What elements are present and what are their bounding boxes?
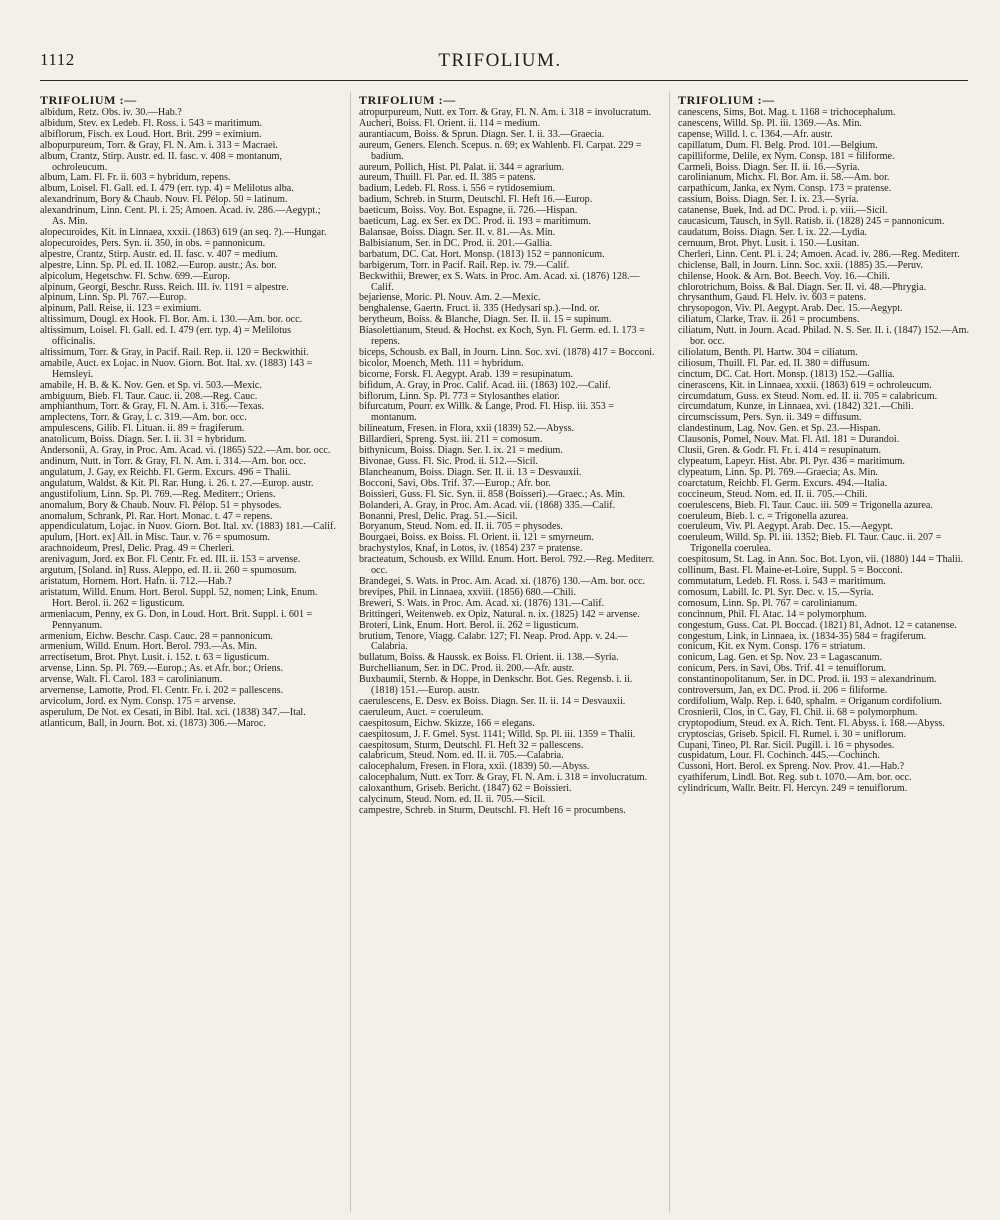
- index-entry: Balbisianum, Ser. in DC. Prod. ii. 201.—Gallia.: [359, 237, 553, 249]
- index-entry: brevipes, Phil. in Linnaea, xxviii. (1856) 680.—Chili.: [359, 586, 576, 598]
- index-entry: Broteri, Link, Enum. Hort. Berol. ii. 262 = ligusticum.: [359, 619, 579, 631]
- index-entry: coarctatum, Reichb. Fl. Germ. Excurs. 494.—Italia.: [678, 477, 888, 489]
- index-entry: Breweri, S. Wats. in Proc. Am. Acad. xi. (1876) 131.—Calif.: [359, 597, 605, 609]
- index-entry: Beckwithii, Brewer, ex S. Wats. in Proc. Am. Acad. xi. (1876) 128.—Calif.: [359, 270, 640, 293]
- index-entry: benghalense, Gaertn. Fruct. ii. 335 (Hedysari sp.).—Ind. or.: [359, 303, 600, 315]
- index-entry: commutatum, Ledeb. Fl. Ross. i. 543 = maritimum.: [678, 575, 886, 587]
- index-entry: badium, Schreb. in Sturm, Deutschl. Fl. Heft 16.—Europ.: [359, 194, 593, 206]
- index-entry: brutium, Tenore, Viagg. Calabr. 127; Fl. Neap. Prod. App. v. 24.—Calabria.: [359, 630, 628, 653]
- index-entry: campestre, Schreb. in Sturm, Deutschl. Fl. Heft 16 = procumbens.: [359, 805, 626, 816]
- index-entry: ambiguum, Bieb. Fl. Taur. Cauc. ii. 208.—Reg. Cauc.: [40, 390, 258, 402]
- index-entry: cryptopodium, Steud. ex A. Rich. Tent. Fl. Abyss. i. 168.—Abyss.: [678, 717, 945, 729]
- index-entry: aureum, Pollich, Hist. Pl. Palat. ii. 344 = agrarium.: [359, 161, 565, 173]
- index-entry: alpicolum, Hegetschw. Fl. Schw. 699.—Europ.: [40, 270, 230, 282]
- index-entry: chiclense, Ball, in Journ. Linn. Soc. xxii. (1885) 35.—Peruv.: [678, 259, 923, 271]
- index-entry: brachystylos, Knaf, in Lotos, iv. (1854) 237 = pratense.: [359, 543, 583, 555]
- index-entry: Bolanderi, A. Gray, in Proc. Am. Acad. vii. (1868) 335.—Calif.: [359, 499, 616, 511]
- text-columns: [40, 92, 974, 1212]
- index-entry: coeruleum, Bieb. l. c. = Trigonella azurea.: [678, 510, 849, 522]
- index-entry: armeniacum, Penny, ex G. Don, in Loud. Hort. Brit. Suppl. i. 601 = Pennyanum.: [40, 608, 313, 631]
- index-entry: controversum, Jan, ex DC. Prod. ii. 206 = filiforme.: [678, 685, 888, 697]
- index-entry: caeruleum, Auct. = coeruleum.: [359, 706, 484, 718]
- index-entry: altissimum, Dougl. ex Hook. Fl. Bor. Am. i. 130.—Am. bor. occ.: [40, 314, 303, 326]
- index-entry: bicolor, Moench, Meth. 111 = hybridum.: [359, 357, 524, 369]
- index-entry: calocephalum, Nutt. ex Torr. & Gray, Fl. N. Am. i. 318 = involucratum.: [359, 772, 648, 784]
- index-entry: armenium, Willd. Enum. Hort. Berol. 793.—As. Min.: [40, 641, 257, 653]
- index-entry: arvense, Walt. Fl. Carol. 183 = carolinianum.: [40, 674, 223, 686]
- index-entry: chrysanthum, Gaud. Fl. Helv. iv. 603 = patens.: [678, 292, 867, 304]
- index-entry: clypeatum, Linn. Sp. Pl. 769.—Graecia; As. Min.: [678, 466, 878, 478]
- index-entry: anomalum, Bory & Chaub. Nouv. Fl. Pélop. 51 = physodes.: [40, 499, 282, 511]
- index-entry: Clausonis, Pomel, Nouv. Mat. Fl. Atl. 181 = Durandoi.: [678, 434, 900, 446]
- index-entry: chrysopogon, Viv. Pl. Aegypt. Arab. Dec. 15.—Aegypt.: [678, 303, 903, 315]
- index-entry: amplectens, Torr. & Gray, l. c. 319.—Am. bor. occ.: [40, 412, 247, 424]
- index-entry: ciliatum, Nutt. in Journ. Acad. Philad. N. S. Ser. II. i. (1847) 152.—Am. bor. occ.: [678, 325, 970, 348]
- index-entry: amabile, H. B. & K. Nov. Gen. et Sp. vi. 503.—Mexic.: [40, 379, 262, 391]
- index-entry: Boryanum, Steud. Nom. ed. II. ii. 705 = physodes.: [359, 521, 563, 533]
- index-entry: comosum, Linn. Sp. Pl. 767 = carolinianum.: [678, 597, 858, 609]
- index-entry: appendiculatum, Lojac. in Nuov. Giorn. Bot. Ital. xv. (1883) 181.—Calif.: [40, 521, 336, 533]
- index-entry: alpinum, Linn. Sp. Pl. 767.—Europ.: [40, 292, 187, 304]
- running-head: TRIFOLIUM.: [438, 50, 562, 71]
- index-entry: Burchellianum, Ser. in DC. Prod. ii. 200.—Afr. austr.: [359, 663, 575, 675]
- index-entry: alexandrinum, Linn. Cent. Pl. i. 25; Amoen. Acad. iv. 286.—Aegypt.; As. Min.: [40, 205, 321, 228]
- index-entry: canescens, Sims, Bot. Mag. t. 1168 = trichocephalum.: [678, 107, 896, 118]
- index-entry: Cherleri, Linn. Cent. Pl. i. 24; Amoen. Acad. iv. 286.—Reg. Mediterr.: [678, 248, 960, 260]
- index-entry: Billardieri, Spreng. Syst. iii. 211 = comosum.: [359, 434, 543, 446]
- page-number: 1112: [40, 50, 75, 69]
- index-entry: bilineatum, Fresen. in Flora, xxii (1839) 52.—Abyss.: [359, 423, 575, 435]
- index-entry: aurantiacum, Boiss. & Sprun. Diagn. Ser. I. ii. 33.—Graecia.: [359, 128, 605, 140]
- index-entry: capilliforme, Delile, ex Nym. Consp. 181 = filiforme.: [678, 150, 895, 162]
- index-entry: constantinopolitanum, Ser. in DC. Prod. ii. 193 = alexandrinum.: [678, 674, 937, 686]
- index-entry: angulatum, Waldst. & Kit. Pl. Rar. Hung. i. 26. t. 27.—Europ. austr.: [40, 477, 314, 489]
- index-entry: cernuum, Brot. Phyt. Lusit. i. 150.—Lusitan.: [678, 237, 860, 249]
- index-entry: bejariense, Moric. Pl. Nouv. Am. 2.—Mexic.: [359, 292, 541, 304]
- index-entry: conicum, Lag. Gen. et Sp. Nov. 23 = Lagascanum.: [678, 652, 883, 664]
- index-entry: ampulescens, Gilib. Fl. Lituan. ii. 89 = fragiferum.: [40, 423, 245, 435]
- index-entry: aureum, Geners. Elench. Scepus. n. 69; ex Wahlenb. Fl. Carpat. 229 = badium.: [359, 139, 642, 162]
- index-entry: arvicolum, Jord. ex Nym. Consp. 175 = arvense.: [40, 695, 236, 707]
- index-entry: album, Loisel. Fl. Gall. ed. I. 479 (err. typ. 4) = Melilotus alba.: [40, 183, 294, 195]
- index-entry: ciliatum, Clarke, Trav. ii. 261 = procumbens.: [678, 314, 860, 326]
- index-entry: biceps, Schousb. ex Ball, in Journ. Linn. Soc. xvi. (1878) 417 = Bocconi.: [359, 346, 655, 358]
- column-heading: TRIFOLIUM :—: [678, 93, 775, 107]
- index-entry: bifidum, A. Gray, in Proc. Calif. Acad. iii. (1863) 102.—Calif.: [359, 379, 611, 391]
- index-entry: aureum, Thuill. Fl. Par. ed. II. 385 = patens.: [359, 172, 536, 184]
- index-entry: barbatum, DC. Cat. Hort. Monsp. (1813) 152 = pannonicum.: [359, 248, 605, 260]
- index-entry: concinnum, Phil. Fl. Atac. 14 = polymorphum.: [678, 608, 867, 620]
- index-entry: cyathiferum, Lindl. Bot. Reg. sub t. 1070.—Am. bor. occ.: [678, 772, 912, 784]
- index-entry: Andersonii, A. Gray, in Proc. Am. Acad. vi. (1865) 522.—Am. bor. occ.: [40, 445, 331, 457]
- column-heading: TRIFOLIUM :—: [40, 93, 137, 107]
- index-entry: album, Lam. Fl. Fr. ii. 603 = hybridum, repens.: [40, 172, 231, 184]
- index-entry: atlanticum, Ball, in Journ. Bot. xi. (1873) 306.—Maroc.: [40, 717, 266, 729]
- index-entry: congestum, Guss. Cat. Pl. Boccad. (1821) 81, Adnot. 12 = catanense.: [678, 619, 957, 631]
- index-entry: bifurcatum, Pourr. ex Willk. & Lange, Prod. Fl. Hisp. iii. 353 = montanum.: [359, 401, 614, 424]
- column-heading: TRIFOLIUM :—: [359, 93, 456, 107]
- index-entry: aristatum, Willd. Enum. Hort. Berol. Suppl. 52, nomen; Link, Enum. Hort. Berol. ii. 262 = ligusticum.: [40, 586, 318, 609]
- index-entry: cordifolium, Walp. Rep. i. 640, sphalm. = Origanum cordifolium.: [678, 695, 943, 707]
- index-entry: Aucheri, Boiss. Fl. Orient. ii. 114 = medium.: [359, 117, 541, 129]
- index-entry: bracteatum, Schousb. ex Willd. Enum. Hort. Berol. 792.—Reg. Mediterr. occ.: [359, 554, 655, 577]
- index-entry: anomalum, Schrank, Pl. Rar. Hort. Monac. t. 47 = repens.: [40, 510, 273, 522]
- index-entry: alpinum, Pall. Reise, ii. 123 = eximium.: [40, 303, 202, 315]
- index-entry: clandestinum, Lag. Nov. Gen. et Sp. 23.—Hispan.: [678, 423, 881, 435]
- index-entry: caudatum, Boiss. Diagn. Ser. I. ix. 22.—Lydia.: [678, 226, 867, 238]
- index-entry: arachnoideum, Presl, Delic. Prag. 49 = Cherleri.: [40, 543, 235, 555]
- index-entry: albopurpureum, Torr. & Gray, Fl. N. Am. i. 313 = Macraei.: [40, 139, 278, 151]
- index-entry: bicorne, Forsk. Fl. Aegypt. Arab. 139 = resupinatum.: [359, 368, 573, 380]
- index-entry: aristatum, Hornem. Hort. Hafn. ii. 712.—Hab.?: [40, 575, 232, 587]
- index-entry: altissimum, Torr. & Gray, in Pacif. Rail. Rep. ii. 120 = Beckwithii.: [40, 346, 309, 358]
- index-entry: caucasicum, Tausch, in Syll. Ratisb. ii. (1828) 245 = pannonicum.: [678, 216, 945, 228]
- index-entry: alpestre, Linn. Sp. Pl. ed. II. 1082.—Europ. austr.; As. bor.: [40, 259, 277, 271]
- index-entry: Brandegei, S. Wats. in Proc. Am. Acad. xi. (1876) 130.—Am. bor. occ.: [359, 575, 646, 587]
- index-entry: caerulescens, E. Desv. ex Boiss. Diagn. Ser. II. ii. 14 = Desvauxii.: [359, 695, 626, 707]
- index-entry: calocephalum, Fresen. in Flora, xxii. (1839) 50.—Abyss.: [359, 761, 590, 773]
- index-entry: Clusii, Gren. & Godr. Fl. Fr. i. 414 = resupinatum.: [678, 445, 882, 457]
- index-entry: clypeatum, Lapeyr. Hist. Abr. Pl. Pyr. 436 = maritimum.: [678, 456, 905, 467]
- index-entry: coeruleum, Willd. Sp. Pl. iii. 1352; Bieb. Fl. Taur. Cauc. ii. 207 = Trigonella coerulea.: [678, 532, 942, 555]
- index-entry: coccineum, Steud. Nom. ed. II. ii. 705.—Chili.: [678, 488, 868, 500]
- index-entry: album, Crantz, Stirp. Austr. ed. II. fasc. v. 408 = montanum, ochroleucum.: [40, 150, 282, 173]
- index-entry: alpestre, Crantz, Stirp. Austr. ed. II. fasc. v. 407 = medium.: [40, 248, 278, 260]
- index-entry: circumdatum, Guss. ex Steud. Nom. ed. II. ii. 705 = calabricum.: [678, 390, 938, 402]
- index-entry: capillatum, Dum. Fl. Belg. Prod. 101.—Belgium.: [678, 139, 878, 151]
- index-entry: Biasolettianum, Steud. & Hochst. ex Koch, Syn. Fl. Germ. ed. I. 173 = repens.: [359, 325, 645, 348]
- index-entry: arenivagum, Jord. ex Bor. Fl. Centr. Fr. ed. III. ii. 153 = arvense.: [40, 554, 301, 566]
- index-entry: badium, Ledeb. Fl. Ross. i. 556 = rytidosemium.: [359, 183, 556, 195]
- index-entry: albidum, Stev. ex Ledeb. Fl. Ross. i. 543 = maritimum.: [40, 117, 263, 129]
- index-entry: Bourgaei, Boiss. ex Boiss. Fl. Orient. ii. 121 = smyrneum.: [359, 532, 594, 544]
- index-entry: Boissieri, Guss. Fl. Sic. Syn. ii. 858 (Boisseri).—Graec.; As. Min.: [359, 488, 626, 500]
- index-entry: bullatum, Boiss. & Haussk. ex Boiss. Fl. Orient. ii. 138.—Syria.: [359, 652, 619, 664]
- index-entry: calycinum, Steud. Nom. ed. II. ii. 705.—Sicil.: [359, 794, 546, 806]
- index-entry: arvense, Linn. Sp. Pl. 769.—Europ.; As. et Afr. bor.; Oriens.: [40, 663, 284, 675]
- index-entry: conicum, Kit. ex Nym. Consp. 176 = striatum.: [678, 641, 866, 653]
- index-entry: circumscissum, Pers. Syn. ii. 349 = diffusum.: [678, 412, 862, 424]
- index-entry: capense, Willd. l. c. 1364.—Afr. austr.: [678, 128, 833, 140]
- index-entry: baeticum, Lag. ex Ser. ex DC. Prod. ii. 193 = maritimum.: [359, 216, 591, 228]
- index-entry: alopecuroides, Pers. Syn. ii. 350, in obs. = pannonicum.: [40, 237, 266, 249]
- index-entry: Bocconi, Savi, Obs. Trif. 37.—Europ.; Afr. bor.: [359, 477, 551, 489]
- index-entry: cinerascens, Kit. in Linnaea, xxxii. (1863) 619 = ochroleucum.: [678, 379, 932, 391]
- index-entry: calabricum, Steud. Nom. ed. II. ii. 705.—Calabria.: [359, 750, 564, 762]
- index-entry: angulatum, J. Gay, ex Reichb. Fl. Germ. Excurs. 496 = Thalii.: [40, 466, 291, 478]
- index-entry: Brittingeri, Weitenweb. ex Opiz, Natural. n. ix. (1825) 142 = arvense.: [359, 608, 640, 620]
- index-entry: amabile, Auct. ex Lojac. in Nuov. Giorn. Bot. Ital. xv. (1883) 143 = Hemsleyi.: [40, 357, 313, 380]
- index-entry: berytheum, Boiss. & Blanche, Diagn. Ser. II. ii. 15 = supinum.: [359, 314, 612, 326]
- index-entry: Crosnierii, Clos, in C. Gay, Fl. Chil. ii. 68 = polymorphum.: [678, 706, 918, 718]
- header-rule: [40, 80, 968, 81]
- index-entry: argutum, [Soland. in] Russ. Aleppo, ed. II. ii. 260 = spumosum.: [40, 565, 297, 577]
- index-entry: Cussoni, Hort. Berol. ex Spreng. Nov. Prov. 41.—Hab.?: [678, 761, 905, 773]
- index-entry: alpinum, Georgi, Beschr. Russ. Reich. III. iv. 1191 = alpestre.: [40, 281, 289, 293]
- index-entry: coespitosum, St. Lag. in Ann. Soc. Bot. Lyon, vii. (1880) 144 = Thalii.: [678, 554, 964, 566]
- index-entry: cinctum, DC. Cat. Hort. Monsp. (1813) 152.—Gallia.: [678, 368, 895, 380]
- column-1: [40, 92, 336, 1212]
- index-entry: alexandrinum, Bory & Chaub. Nouv. Fl. Pélop. 50 = latinum.: [40, 194, 288, 206]
- index-entry: coeruleum, Viv. Pl. Aegypt. Arab. Dec. 15.—Aegypt.: [678, 521, 893, 533]
- index-entry: Carmeli, Boiss. Diagn. Ser. II. ii. 16.—Syria.: [678, 161, 860, 173]
- index-entry: andinum, Nutt. in Torr. & Gray, Fl. N. Am. i. 314.—Am. bor. occ.: [40, 456, 306, 467]
- column-2: [350, 92, 655, 1212]
- index-entry: baeticum, Boiss. Voy. Bot. Espagne, ii. 726.—Hispan.: [359, 205, 578, 217]
- index-entry: catanense, Buek, Ind. ad DC. Prod. i. p. viii.—Sicil.: [678, 205, 888, 217]
- index-entry: cryptoscias, Griseb. Spicil. Fl. Rumel. i. 30 = uniflorum.: [678, 728, 907, 740]
- index-entry: chilense, Hook. & Arn. Bot. Beech. Voy. 16.—Chili.: [678, 270, 890, 282]
- index-entry: Bonanni, Presl, Delic. Prag. 51.—Sicil.: [359, 510, 518, 522]
- index-entry: biflorum, Linn. Sp. Pl. 773 = Stylosanthes elatior.: [359, 390, 560, 402]
- index-entry: caespitosum, Sturm, Deutschl. Fl. Heft 32 = pallescens.: [359, 739, 584, 751]
- index-entry: cassium, Boiss. Diagn. Ser. I. ix. 23.—Syria.: [678, 194, 859, 206]
- index-entry: asperulum, De Not. ex Cesati, in Bibl. Ital. xci. (1838) 347.—Ital.: [40, 706, 306, 718]
- index-entry: comosum, Labill. Ic. Pl. Syr. Dec. v. 15.—Syria.: [678, 586, 874, 598]
- index-entry: Cupani, Tineo, Pl. Rar. Sicil. Pugill. i. 16 = physodes.: [678, 739, 895, 751]
- index-entry: conicum, Pers. in Savi, Obs. Trif. 41 = tenuiflorum.: [678, 663, 887, 675]
- index-entry: albiflorum, Fisch. ex Loud. Hort. Brit. 299 = eximium.: [40, 128, 262, 140]
- index-entry: chlorotrichum, Boiss. & Bal. Diagn. Ser. II. vi. 48.—Phrygia.: [678, 281, 927, 293]
- index-entry: carpathicum, Janka, ex Nym. Consp. 173 = pratense.: [678, 183, 892, 195]
- index-entry: Blancheanum, Boiss. Diagn. Ser. II. ii. 13 = Desvauxii.: [359, 466, 582, 478]
- index-entry: circumdatum, Kunze, in Linnaea, xvi. (1842) 321.—Chili.: [678, 401, 914, 413]
- index-entry: Buxbaumii, Sternb. & Hoppe, in Denkschr. Bot. Ges. Regensb. i. ii. (1818) 151.—Europ. austr.: [359, 674, 633, 697]
- column-3: [669, 92, 974, 1212]
- index-entry: ciliosum, Thuill. Fl. Par. ed. II. 380 = diffusum.: [678, 357, 870, 369]
- index-entry: Bivonae, Guss. Fl. Sic. Prod. ii. 512.—Sicil.: [359, 456, 538, 467]
- index-entry: apulum, [Hort. ex] All. in Misc. Taur. v. 76 = spumosum.: [40, 532, 270, 544]
- index-entry: canescens, Willd. Sp. Pl. iii. 1369.—As. Min.: [678, 117, 862, 129]
- index-entry: arrectisetum, Brot. Phyt. Lusit. i. 152. t. 63 = ligusticum.: [40, 652, 270, 664]
- index-entry: ciliolatum, Benth. Pl. Hartw. 304 = ciliatum.: [678, 346, 858, 358]
- index-entry: coerulescens, Bieb. Fl. Taur. Cauc. iii. 509 = Trigonella azurea.: [678, 499, 933, 511]
- index-entry: armenium, Eichw. Beschr. Casp. Cauc. 28 = pannonicum.: [40, 630, 273, 642]
- index-entry: alopecuroides, Kit. in Linnaea, xxxii. (1863) 619 (an seq. ?).—Hungar.: [40, 226, 327, 238]
- index-entry: caloxanthum, Griseb. Bericht. (1847) 62 = Boissieri.: [359, 783, 572, 795]
- index-entry: atropurpureum, Nutt. ex Torr. & Gray, Fl. N. Am. i. 318 = involucratum.: [359, 107, 652, 118]
- index-entry: angustifolium, Linn. Sp. Pl. 769.—Reg. Mediterr.; Oriens.: [40, 488, 276, 500]
- index-entry: Balansae, Boiss. Diagn. Ser. II. v. 81.—As. Min.: [359, 226, 556, 238]
- index-entry: albidum, Retz. Obs. iv. 30.—Hab.?: [40, 107, 182, 118]
- index-entry: arvernense, Lamotte, Prod. Fl. Centr. Fr. i. 202 = pallescens.: [40, 685, 284, 697]
- index-entry: collinum, Bast. Fl. Maine-et-Loire, Suppl. 5 = Bocconi.: [678, 565, 903, 577]
- index-entry: cylindricum, Wallr. Beitr. Fl. Hercyn. 249 = tenuiflorum.: [678, 783, 908, 795]
- index-entry: carolinianum, Michx. Fl. Bor. Am. ii. 58.—Am. bor.: [678, 172, 890, 184]
- index-entry: barbigerum, Torr. in Pacif. Rail. Rep. iv. 79.—Calif.: [359, 259, 570, 271]
- index-entry: altissimum, Loisel. Fl. Gall. ed. I. 479 (err. typ. 4) = Melilotus officinalis.: [40, 325, 292, 348]
- index-entry: amphianthum, Torr. & Gray, Fl. N. Am. i. 316.—Texas.: [40, 401, 264, 413]
- index-entry: bithynicum, Boiss. Diagn. Ser. I. ix. 21 = medium.: [359, 445, 563, 457]
- index-entry: caespitosum, J. F. Gmel. Syst. 1141; Willd. Sp. Pl. iii. 1359 = Thalii.: [359, 728, 636, 740]
- index-entry: congestum, Link, in Linnaea, ix. (1834-35) 584 = fragiferum.: [678, 630, 927, 642]
- index-entry: caespitosum, Eichw. Skizze, 166 = elegans.: [359, 717, 535, 729]
- index-entry: anatolicum, Boiss. Diagn. Ser. I. ii. 31 = hybridum.: [40, 434, 247, 446]
- index-entry: cuspidatum, Lour. Fl. Cochinch. 445.—Cochinch.: [678, 750, 880, 762]
